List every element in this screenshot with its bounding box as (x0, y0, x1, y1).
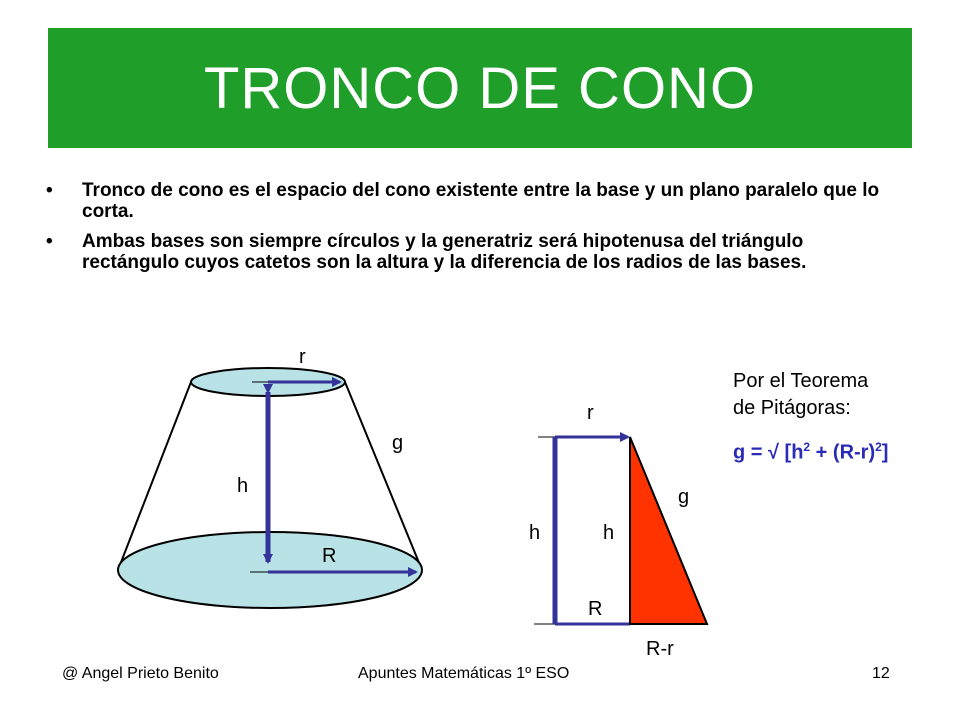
theorem-line-1: Por el Teorema (733, 370, 869, 392)
cone-label-g: g (392, 432, 404, 454)
slide-title: TRONCO DE CONO (203, 55, 757, 121)
truncated-cone-figure (118, 368, 422, 608)
footer-page-number: 12 (872, 665, 890, 682)
right-triangle (630, 437, 707, 624)
triangle-label-h-left: h (529, 522, 541, 544)
right-triangle-figure (534, 437, 707, 624)
theorem-line-2: de Pitágoras: (733, 397, 851, 419)
bullet-text: Tronco de cono es el espacio del cono existente entre la base y un plano paralelo que lo corta. (82, 180, 880, 222)
footer-course: Apuntes Matemáticas 1º ESO (358, 665, 570, 682)
bullet-item: • Ambas bases son siempre círculos y la generatriz será hipotenusa del triángulo rectángulo cuyos catetos son la altura y la diferencia de los radios de las bases. (46, 231, 807, 273)
cone-label-r: r (299, 346, 306, 368)
bullet-text: Ambas bases son siempre círculos y la generatriz será hipotenusa del triángulo rectángulo cuyos catetos son la altura y la diferencia de los radios de las bases. (82, 231, 807, 273)
cone-label-R: R (322, 545, 337, 567)
triangle-label-r: r (587, 402, 594, 424)
bullet-item: • Tronco de cono es el espacio del cono existente entre la base y un plano paralelo que lo corta. (46, 180, 880, 222)
cone-label-h: h (237, 475, 249, 497)
footer-author: @ Angel Prieto Benito (62, 665, 219, 682)
triangle-label-h-right: h (603, 522, 615, 544)
triangle-label-R-minus-r: R-r (646, 638, 674, 660)
triangle-label-g: g (678, 486, 690, 508)
triangle-label-R: R (588, 598, 603, 620)
theorem-text (733, 368, 868, 422)
pythagoras-formula: g = √ $[h^2 + (R-r)^2]$ (733, 440, 889, 464)
